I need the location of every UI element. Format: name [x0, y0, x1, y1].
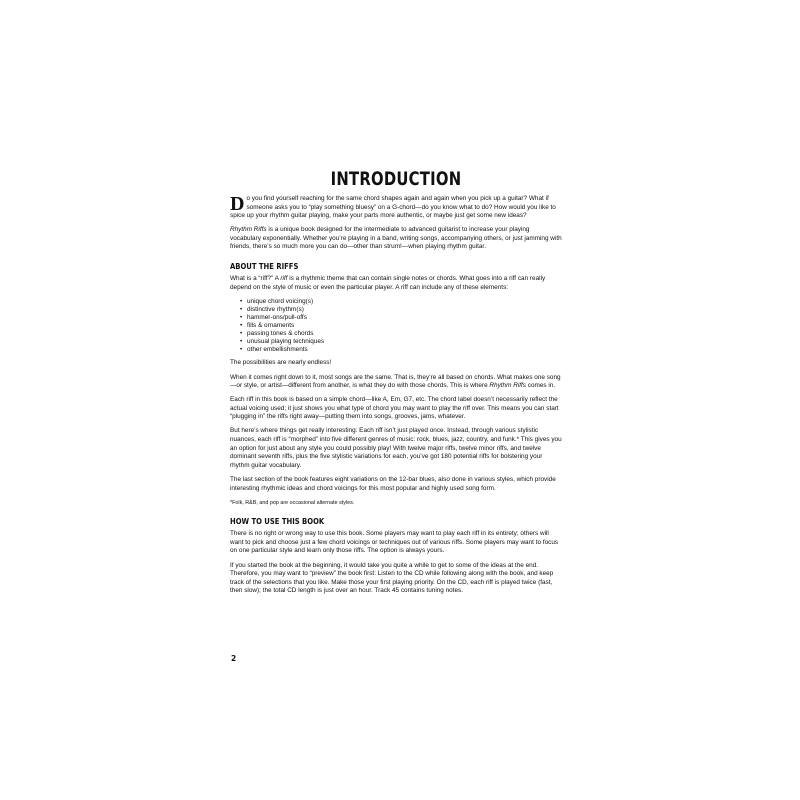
about-paragraph-5: But here’s where things get really interesting: Each riff isn’t just played once. Instead, through various stylistic nuances, each riff is “morphed” into five different genres of music: rock, blues, jazz, country, and funk.* This gives you an option for just about any style you could possibly play! With twelve major riffs, twelve minor riffs, and twelve dominant seventh riffs, plus the five stylistic variations for each, you’ve got 180 potential riffs for bolstering your rhythm guitar vocabulary. [230, 427, 562, 469]
about-text-1b: is a rhythmic theme that can contain single notes or chords. What goes into a riff can really depend on the style of music or even the particular player. A riff can include any of these elements: [230, 275, 546, 291]
list-item: • distinctive rhythm(s) [240, 306, 562, 314]
riff-elements-list [230, 298, 562, 355]
list-item: • unusual playing techniques [240, 338, 562, 346]
about-text-3b: comes in. [526, 382, 556, 390]
drop-cap: D [230, 193, 245, 215]
intro-paragraph-1 [230, 195, 562, 221]
intro-text-2: is a unique book designed for the intermediate to advanced guitarist to increase your playing vocabulary exponentially. Whether you’re playing in a band, writing songs, accompanying others, or just jamming with friends, there’s so much more you can do—other than strum!—when playing rhythm guitar. [230, 226, 562, 251]
list-item: • hammer-ons/pull-offs [240, 314, 562, 322]
intro-text-1: o you find yourself reaching for the same chord shapes again and again when you pick up a guitar? What if someone asks you to “play something bluesy” on a G-chord—do you know what to do? How would you like to spice up your rhythm guitar playing, make your parts more authentic, or maybe just get some new ideas? [230, 195, 556, 220]
about-text-1a: What is a “riff?” A [230, 275, 281, 283]
page-title: INTRODUCTION [330, 168, 462, 190]
howto-paragraph-1: There is no right or wrong way to use this book. Some players may want to play each riff in its entirety; others will want to pick and choose just a few chord voicings or techniques out of various riffs. Some players may want to focus on one particular style and learn only those riffs. The option is always yours. [230, 530, 559, 555]
section-heading-about: ABOUT THE RIFFS [230, 262, 299, 272]
howto-paragraph-2: If you started the book at the beginning, it would take you quite a while to get to some of the ideas at the end. Therefore, you may want to “preview” the book first: Listen to the CD while following along with the book, and keep track of the selections that you like. Make those your first playing priority. On the CD, each riff is played twice (fast, then slow); the total CD length is just over an hour. Track 45 contains tuning notes. [230, 561, 554, 595]
about-paragraph-2: The possibilities are nearly endless! [230, 359, 332, 367]
list-item: • passing tones & chords [240, 330, 562, 338]
section-heading-howto: HOW TO USE THIS BOOK [230, 517, 325, 527]
about-paragraph-1 [230, 275, 562, 292]
about-paragraph-3 [230, 374, 562, 391]
document-page [230, 168, 562, 601]
page-number: 2 [231, 654, 237, 663]
riff-italic: riff [280, 275, 288, 283]
footnote: *Folk, R&B, and pop are occasional alternate styles. [230, 499, 355, 506]
about-paragraph-6: The last section of the book features eight variations on the 12-bar blues, also done in various styles, which provide interesting rhythmic ideas and chord voicings for this most popular and highly used song form. [230, 475, 556, 492]
intro-paragraph-2 [230, 226, 562, 252]
about-paragraph-4: Each riff in this book is based on a simple chord—like A, Em, G7, etc. The chord label doesn’t necessarily reflect the actual voicing used; it just shows you what type of chord you may want to play the riff over. This means you can start “plugging in” the riffs right away—putting them into songs, grooves, jams, whatever. [230, 396, 559, 421]
book-title-italic: Rhythm Riffs [489, 382, 526, 390]
list-item: • fills & ornaments [240, 322, 562, 330]
book-title-italic: Rhythm Riffs [230, 226, 267, 234]
list-item: • other embellishments [240, 346, 562, 354]
list-item: • unique chord voicing(s) [240, 298, 562, 306]
about-text-3a: When it comes right down to it, most songs are the same. That is, they’re all based on chords. What makes one song—or style, or artist—different from another, is what they do with those chords. This is where [230, 373, 561, 390]
